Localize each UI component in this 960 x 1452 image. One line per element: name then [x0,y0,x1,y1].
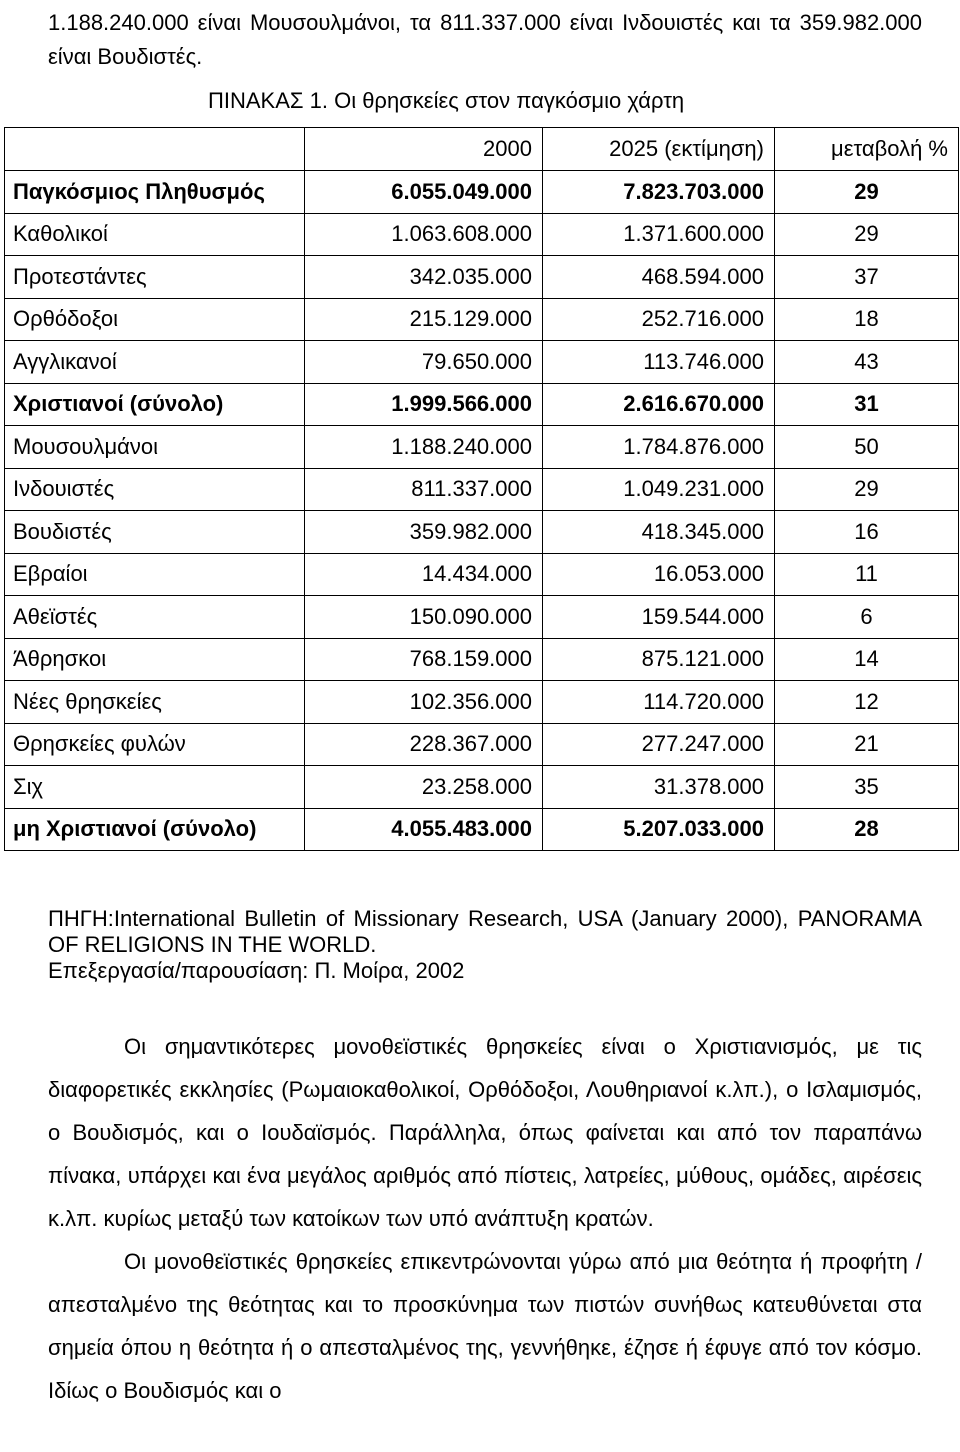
value-2025-cell: 159.544.000 [543,596,775,639]
religion-label-cell: Βουδιστές [5,511,305,554]
value-2000-cell: 6.055.049.000 [305,171,543,214]
table-row [5,426,959,469]
source-citation: ΠΗΓΗ:International Bulletin of Missionary Research, USA (January 2000), PANORAMA OF RELIGIONS IN THE WORLD. [48,906,922,957]
change-percent-cell: 6 [775,596,959,639]
value-2025-cell: 1.049.231.000 [543,468,775,511]
value-2000-cell: 1.999.566.000 [305,383,543,426]
religion-label-cell: Αγγλικανοί [5,341,305,384]
table-row [5,256,959,299]
change-percent-cell: 29 [775,171,959,214]
religion-label-cell: Ορθόδοξοι [5,298,305,341]
religion-label-cell: Καθολικοί [5,213,305,256]
table-row [5,723,959,766]
change-percent-cell: 16 [775,511,959,554]
religion-label-cell: Χριστιανοί (σύνολο) [5,383,305,426]
value-2025-cell: 16.053.000 [543,553,775,596]
value-2000-cell: 215.129.000 [305,298,543,341]
table-row [5,341,959,384]
table-row [5,511,959,554]
table-row [5,553,959,596]
value-2025-cell: 113.746.000 [543,341,775,384]
header-2025: 2025 (εκτίμηση) [543,128,775,171]
value-2025-cell: 252.716.000 [543,298,775,341]
value-2000-cell: 1.063.608.000 [305,213,543,256]
change-percent-cell: 21 [775,723,959,766]
intro-text: 1.188.240.000 είναι Μουσουλμάνοι, τα 811.337.000 είναι Ινδουιστές και τα 359.982.000 είναι Βουδιστές. [48,10,922,69]
value-2000-cell: 4.055.483.000 [305,808,543,851]
change-percent-cell: 28 [775,808,959,851]
religion-label-cell: Παγκόσμιος Πληθυσμός [5,171,305,214]
value-2000-cell: 768.159.000 [305,638,543,681]
religion-label-cell: Μουσουλμάνοι [5,426,305,469]
religion-label-cell: Εβραίοι [5,553,305,596]
table-header-row [5,128,959,171]
value-2000-cell: 14.434.000 [305,553,543,596]
table-row [5,383,959,426]
table-title: ΠΙΝΑΚΑΣ 1. Οι θρησκείες στον παγκόσμιο χάρτη [208,88,685,113]
value-2025-cell: 875.121.000 [543,638,775,681]
value-2000-cell: 1.188.240.000 [305,426,543,469]
body-text [48,1025,922,1412]
table-row [5,766,959,809]
table-row [5,468,959,511]
paragraph: Οι σημαντικότερες μονοθεϊστικές θρησκείες είναι ο Χριστιανισμός, με τις διαφορετικές εκκλησίες (Ρωμαιοκαθολικοί, Ορθόδοξοι, Λουθηριανοί κ.λπ.), ο Ισλαμισμός, ο Βουδισμός, και ο Ιουδαϊσμός. Παράλληλα, όπως φαίνεται και από τον παραπάνω πίνακα, υπάρχει και ένα μεγάλος αριθμός από πίστεις, λατρείες, μύθους, ομάδες, αιρέσεις κ.λπ. κυρίως μεταξύ των κατοίκων των υπό ανάπτυξη κρατών. [48,1034,922,1231]
table-row [5,213,959,256]
religion-label-cell: Σιχ [5,766,305,809]
source-note [48,906,922,984]
value-2000-cell: 359.982.000 [305,511,543,554]
value-2000-cell: 79.650.000 [305,341,543,384]
header-empty-cell [5,128,305,171]
religion-label-cell: μη Χριστιανοί (σύνολο) [5,808,305,851]
table-row [5,596,959,639]
value-2000-cell: 228.367.000 [305,723,543,766]
value-2025-cell: 2.616.670.000 [543,383,775,426]
religions-table [4,127,959,851]
religion-label-cell: Ινδουιστές [5,468,305,511]
change-percent-cell: 37 [775,256,959,299]
religion-label-cell: Προτεστάντες [5,256,305,299]
value-2025-cell: 5.207.033.000 [543,808,775,851]
source-processing: Επεξεργασία/παρουσίαση: Π. Μοίρα, 2002 [48,958,465,983]
value-2000-cell: 150.090.000 [305,596,543,639]
table-row [5,681,959,724]
change-percent-cell: 29 [775,213,959,256]
table-row [5,808,959,851]
value-2025-cell: 277.247.000 [543,723,775,766]
change-percent-cell: 29 [775,468,959,511]
change-percent-cell: 12 [775,681,959,724]
value-2025-cell: 418.345.000 [543,511,775,554]
table-row [5,171,959,214]
religion-label-cell: Θρησκείες φυλών [5,723,305,766]
religion-label-cell: Νέες θρησκείες [5,681,305,724]
religion-label-cell: Αθεϊστές [5,596,305,639]
change-percent-cell: 31 [775,383,959,426]
change-percent-cell: 43 [775,341,959,384]
religion-label-cell: Άθρησκοι [5,638,305,681]
change-percent-cell: 35 [775,766,959,809]
table-row [5,298,959,341]
value-2000-cell: 811.337.000 [305,468,543,511]
value-2000-cell: 342.035.000 [305,256,543,299]
value-2025-cell: 31.378.000 [543,766,775,809]
value-2025-cell: 1.784.876.000 [543,426,775,469]
table-row [5,638,959,681]
change-percent-cell: 14 [775,638,959,681]
value-2025-cell: 7.823.703.000 [543,171,775,214]
value-2025-cell: 1.371.600.000 [543,213,775,256]
value-2025-cell: 468.594.000 [543,256,775,299]
value-2000-cell: 102.356.000 [305,681,543,724]
change-percent-cell: 50 [775,426,959,469]
header-change: μεταβολή % [775,128,959,171]
paragraph: Οι μονοθεϊστικές θρησκείες επικεντρώνονται γύρω από μια θεότητα ή προφήτη / απεσταλμένο της θεότητας και το προσκύνημα των πιστών συνήθως κατευθύνεται στα σημεία όπου η θεότητα ή ο απεσταλμένος της, γεννήθηκε, έζησε ή έφυγε από τον κόσμο. Ιδίως ο Βουδισμός και ο [48,1249,922,1403]
change-percent-cell: 18 [775,298,959,341]
value-2025-cell: 114.720.000 [543,681,775,724]
change-percent-cell: 11 [775,553,959,596]
value-2000-cell: 23.258.000 [305,766,543,809]
header-2000: 2000 [305,128,543,171]
